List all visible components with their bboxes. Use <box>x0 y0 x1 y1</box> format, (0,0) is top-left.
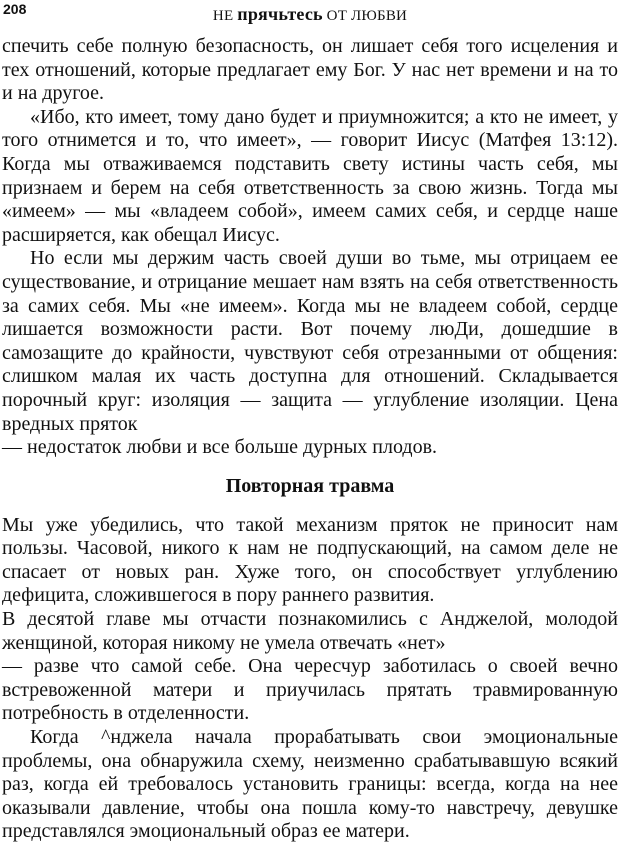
paragraph: Мы уже убедились, что такой механизм пряток не приносит нам пользы. Часовой, никого к нам не подпускающий, на самом деле не спасает от новых ран. Хуже того, он способствует углублению дефицита, сложившегося в пору раннего развития. <box>2 513 618 607</box>
paragraph: — недостаток любви и все больше дурных плодов. <box>2 436 438 459</box>
section-heading: Повторная травма <box>225 474 395 497</box>
running-head-part-4: ЛЮБВИ <box>351 8 408 24</box>
running-head-part-3: ОТ <box>322 8 352 24</box>
paragraph: Когда ^нджела начала прорабатывать свои эмоциональные проблемы, она обнаружила схему, неизменно срабатывавшую всякий раз, когда ей требовалось установить границы: всегда, когда на нее оказывали давление, чтобы она пошла кому-то навстречу, девушке представлялся эмоциональный образ ее матери. <box>2 726 618 843</box>
paragraph: В десятой главе мы отчасти познакомились с Анджелой, молодой женщиной, которая никому не умела отвечать «нет» <box>2 608 618 654</box>
page-number: 208 <box>3 1 27 17</box>
paragraph: Но если мы держим часть своей души во тьме, мы отрицаем ее существование, и отрицание мешает нам взять на себя ответственность за самих себя. Мы «не имеем». Когда мы не владеем собой, сердце лишается возможности расти. Вот почему люДи, дошедшие в самозащите до крайности, чувствуют себя отрезанными от общения: слишком малая их часть доступна для отношений. Складывается порочный круг: изоляция — защита — углубление изоляции. Цена вредных пряток <box>2 247 618 435</box>
paragraph-continued: спечить себе полную безопасность, он лишает себя того исцеления и тех отношений, которые предлагает ему Бог. У нас нет времени и на то и на другое. <box>2 35 618 105</box>
running-head-part-2: прячьтесь <box>237 4 323 24</box>
running-head-part-1: НЕ <box>212 8 238 24</box>
paragraph-quote: «Ибо, кто имеет, тому дано будет и приумножится; а кто не имеет, у того отнимется и то, что имеет», — говорит Иисус (Матфея 13:12). Когда мы отваживаемся подставить свету истины часть себя, мы признаем и берем на себя ответственность за свою жизнь. Тогда мы «имеем» — мы «владеем собой», имеем самих себя, и сердце наше расширяется, как обещал Иисус. <box>2 105 618 246</box>
paragraph: — разве что самой себе. Она чересчур заботилась о своей вечно встревоженной матери и приучилась прятать травмированную потребность в отделенности. <box>2 655 618 725</box>
page-body <box>2 35 618 844</box>
running-head <box>0 2 620 28</box>
